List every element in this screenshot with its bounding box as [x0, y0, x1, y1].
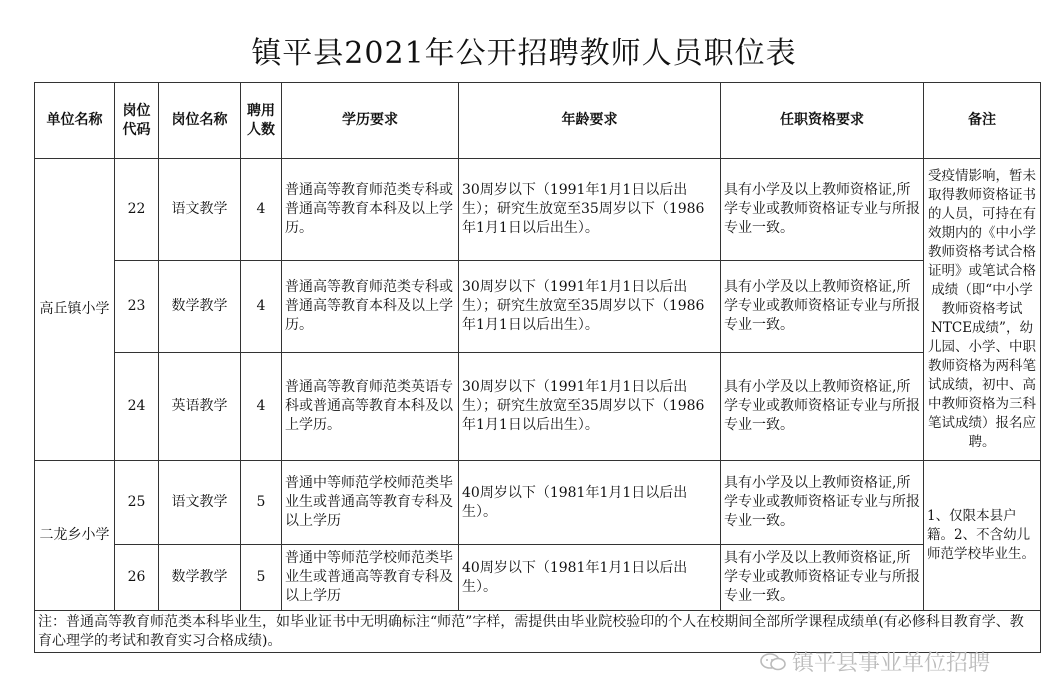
- header-count: 聘用人数: [241, 83, 282, 159]
- header-row: [35, 83, 1041, 159]
- code-cell: 23: [115, 261, 159, 353]
- edu-cell: 普通中等师范学校师范类毕业生或普通高等教育专科及以上学历: [282, 545, 459, 611]
- count-cell: 5: [241, 545, 282, 611]
- header-qual: 任职资格要求: [721, 83, 924, 159]
- age-cell: 40周岁以下（1981年1月1日以后出生）。: [459, 545, 721, 611]
- unit-cell: 二龙乡小学: [35, 461, 115, 611]
- post-cell: 数学教学: [159, 261, 241, 353]
- table-row: [35, 353, 1041, 461]
- count-cell: 4: [241, 261, 282, 353]
- page-title: 镇平县2021年公开招聘教师人员职位表: [251, 36, 797, 71]
- header-note: 备注: [924, 83, 1041, 159]
- watermark-text: 镇平县事业单位招聘: [792, 651, 991, 676]
- code-cell: 25: [115, 461, 159, 545]
- count-cell: 5: [241, 461, 282, 545]
- code-cell: 26: [115, 545, 159, 611]
- post-cell: 数学教学: [159, 545, 241, 611]
- age-cell: 40周岁以下（1981年1月1日以后出生）。: [459, 461, 721, 545]
- qual-cell: 具有小学及以上教师资格证,所学专业或教师资格证专业与所报专业一致。: [721, 545, 924, 611]
- edu-cell: 普通中等师范学校师范类毕业生或普通高等教育专科及以上学历: [282, 461, 459, 545]
- qual-cell: 具有小学及以上教师资格证,所学专业或教师资格证专业与所报专业一致。: [721, 159, 924, 261]
- wechat-icon: [760, 653, 786, 671]
- note-cell: 1、仅限本县户籍。2、不含幼儿师范学校毕业生。: [924, 461, 1041, 611]
- header-age: 年龄要求: [459, 83, 721, 159]
- header-unit: 单位名称: [35, 83, 115, 159]
- post-cell: 语文教学: [159, 461, 241, 545]
- post-cell: 语文教学: [159, 159, 241, 261]
- age-cell: 30周岁以下（1991年1月1日以后出生）；研究生放宽至35周岁以下（1986年1月1日以后出生）。: [459, 261, 721, 353]
- qual-cell: 具有小学及以上教师资格证,所学专业或教师资格证专业与所报专业一致。: [721, 261, 924, 353]
- table-row: [35, 159, 1041, 261]
- qual-cell: 具有小学及以上教师资格证,所学专业或教师资格证专业与所报专业一致。: [721, 353, 924, 461]
- code-cell: 22: [115, 159, 159, 261]
- table-row: [35, 261, 1041, 353]
- position-table: [34, 82, 1041, 653]
- edu-cell: 普通高等教育师范类专科或普通高等教育本科及以上学历。: [282, 159, 459, 261]
- header-edu: 学历要求: [282, 83, 459, 159]
- edu-cell: 普通高等教育师范类专科或普通高等教育本科及以上学历。: [282, 261, 459, 353]
- edu-cell: 普通高等教育师范类英语专科或普通高等教育本科及以上学历。: [282, 353, 459, 461]
- footer-note: 注：普通高等教育师范类本科毕业生，如毕业证书中无明确标注“师范”字样，需提供由毕业院校验印的个人在校期间全部所学课程成绩单(有必修科目教育学、教育心理学的考试和教育实习合格成绩)。: [35, 611, 1041, 653]
- table-row: [35, 461, 1041, 545]
- age-cell: 30周岁以下（1991年1月1日以后出生）；研究生放宽至35周岁以下（1986年1月1日以后出生）。: [459, 353, 721, 461]
- note-cell: 受疫情影响，暂未取得教师资格证书的人员，可持在有效期内的《中小学教师资格考试合格证明》或笔试合格成绩（即“中小学教师资格考试NTCE成绩”，幼儿园、小学、中职教师资格为两科笔试成绩，初中、高中教师资格为三科笔试成绩）报名应聘。: [924, 159, 1041, 461]
- watermark: [760, 646, 990, 677]
- header-post: 岗位名称: [159, 83, 241, 159]
- table-row: [35, 545, 1041, 611]
- qual-cell: 具有小学及以上教师资格证,所学专业或教师资格证专业与所报专业一致。: [721, 461, 924, 545]
- unit-cell: 高丘镇小学: [35, 159, 115, 461]
- post-cell: 英语教学: [159, 353, 241, 461]
- count-cell: 4: [241, 353, 282, 461]
- header-code: 岗位代码: [115, 83, 159, 159]
- code-cell: 24: [115, 353, 159, 461]
- count-cell: 4: [241, 159, 282, 261]
- age-cell: 30周岁以下（1991年1月1日以后出生）；研究生放宽至35周岁以下（1986年1月1日以后出生）。: [459, 159, 721, 261]
